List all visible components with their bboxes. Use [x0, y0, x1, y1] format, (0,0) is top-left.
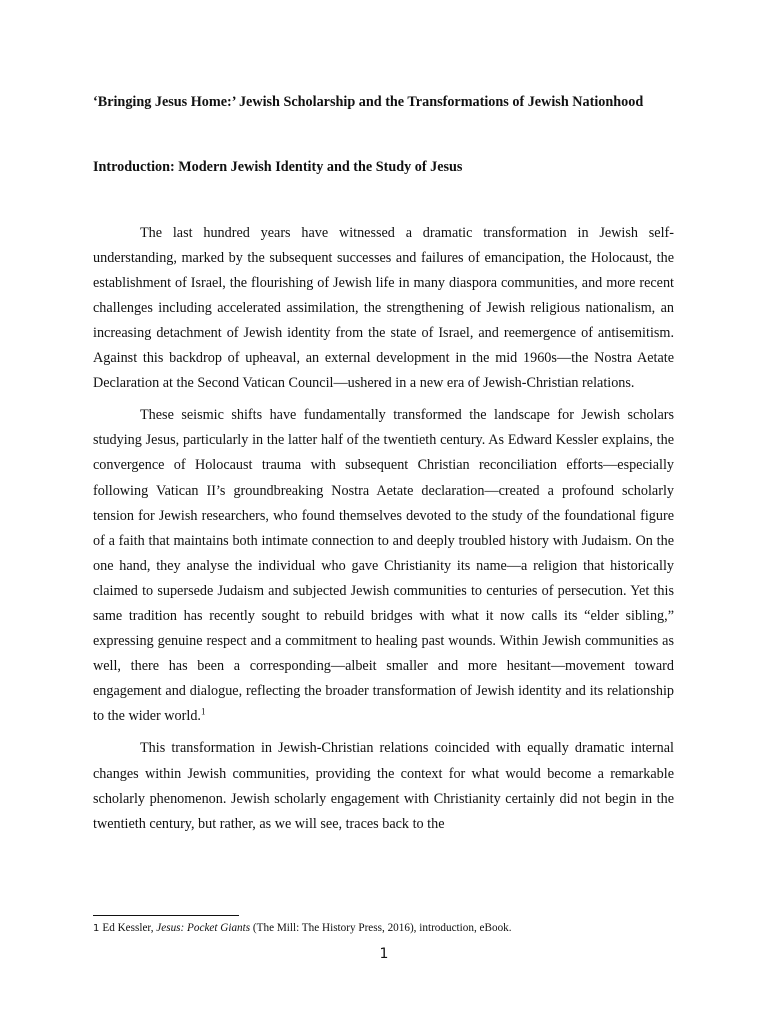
- section-heading: Introduction: Modern Jewish Identity and the Study of Jesus: [93, 159, 463, 176]
- footnote-text-before: Ed Kessler,: [102, 922, 157, 934]
- paragraph-2-text: These seismic shifts have fundamentally transformed the landscape for Jewish scholars studying Jesus, particularly in the latter half of the twentieth century. As Edward Kessler explains, the convergence of Holocaust trauma with subsequent Christian reconciliation efforts—especially following Vatican II’s groundbreaking Nostra Aetate declaration—created a profound scholarly tension for Jewish researchers, who found themselves devoted to the study of the foundational figure of a faith that maintains both intimate connection to and deeply troubled history with Judaism. On the one hand, they analyse the individual who gave Christianity its name—a religion that historically claimed to supersede Judaism and subjected Jewish communities to centuries of persecution. Yet this same tradition has recently sought to rebuild bridges with what it now calls its “elder sibling,” expressing genuine respect and a commitment to healing past wounds. Within Jewish communities as well, there has been a corresponding—albeit smaller and more hesitant—movement toward engagement and dialogue, reflecting the broader transformation of Jewish identity and its relationship to the wider world.: [93, 407, 674, 725]
- footnote-number: 1: [93, 923, 100, 934]
- footnote-reference[interactable]: 1: [200, 706, 206, 717]
- paragraph-3-text: This transformation in Jewish-Christian relations coincided with equally dramatic internal changes within Jewish communities, providing the context for what would become a remarkable scholarly phenomenon. Jewish scholarly engagement with Christianity certainly did not begin in the twentieth century, but rather, as we will see, traces back to the: [93, 740, 674, 832]
- footnote-text-after: (The Mill: The History Press, 2016), introduction, eBook.: [250, 922, 512, 934]
- paragraph-1: [93, 221, 674, 397]
- footnote: [93, 920, 693, 937]
- document-title: ‘Bringing Jesus Home:’ Jewish Scholarship and the Transformations of Jewish Nationhood: [93, 94, 644, 110]
- paragraph-1-text: The last hundred years have witnessed a dramatic transformation in Jewish self-understanding, marked by the subsequent successes and failures of emancipation, the Holocaust, the establishment of Israel, the flourishing of Jewish life in many diaspora communities, and more recent challenges including accelerated assimilation, the strengthening of Jewish religious nationalism, an increasing detachment of Jewish identity from the state of Israel, and reemergence of antisemitism. Against this backdrop of upheaval, an external development in the mid 1960s—the Nostra Aetate Declaration at the Second Vatican Council—ushered in a new era of Jewish-Christian relations.: [93, 224, 674, 392]
- paragraph-2: [93, 403, 674, 729]
- document-page: [93, 90, 674, 844]
- body-text: [93, 221, 674, 837]
- footnote-book-title: Jesus: Pocket Giants: [156, 922, 251, 934]
- footnote-separator: [93, 915, 239, 916]
- paragraph-3: [93, 736, 674, 836]
- page-number: 1: [379, 946, 389, 962]
